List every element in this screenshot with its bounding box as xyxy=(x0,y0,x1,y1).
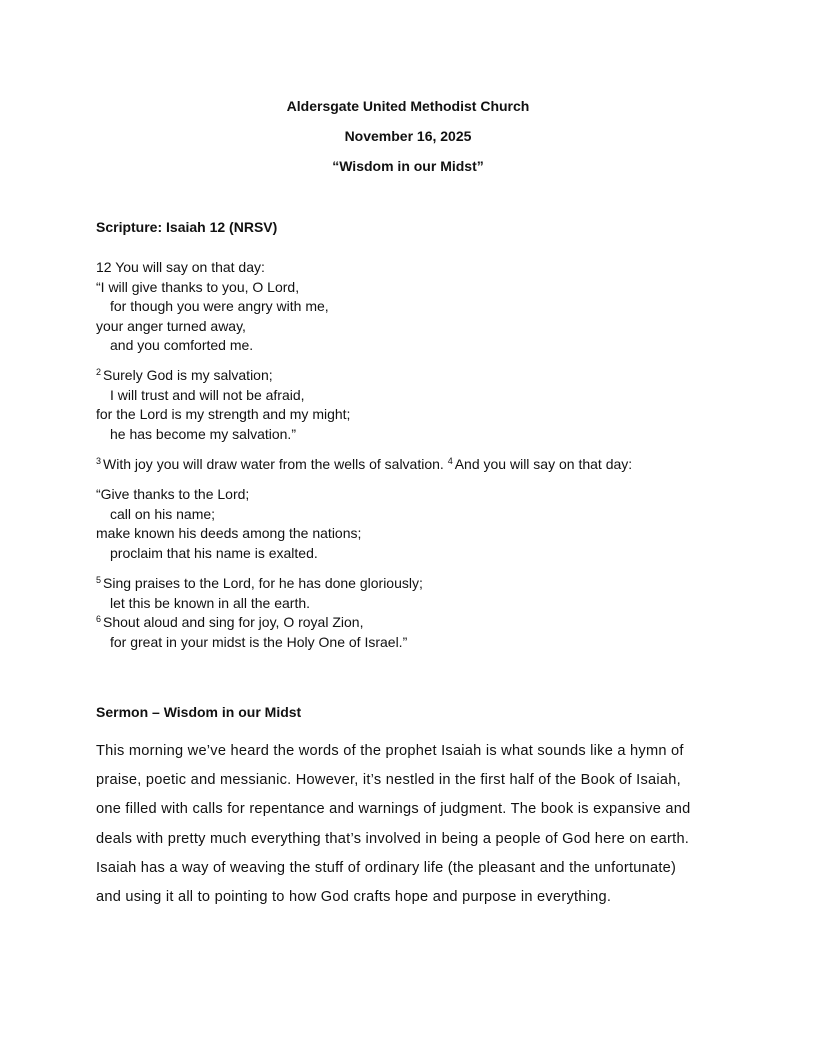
sermon-line: praise, poetic and messianic. However, it’s nestled in the first half of the Book of Isaiah, xyxy=(96,772,681,788)
sermon-line: This morning we’ve heard the words of the prophet Isaiah is what sounds like a hymn of xyxy=(96,743,684,759)
verse-text: And you will say on that day: xyxy=(454,456,633,472)
scripture-line: let this be known in all the earth. xyxy=(110,595,311,611)
scripture-line xyxy=(96,613,363,631)
scripture-line: “Give thanks to the Lord; xyxy=(96,486,250,502)
scripture-line: and you comforted me. xyxy=(110,337,254,353)
scripture-line: your anger turned away, xyxy=(96,318,246,334)
verse-text: Shout aloud and sing for joy, O royal Zion, xyxy=(103,614,364,630)
verse-text: Sing praises to the Lord, for he has done gloriously; xyxy=(103,575,423,591)
verse-number: 4 xyxy=(447,456,453,466)
scripture-line: I will trust and will not be afraid, xyxy=(110,387,305,403)
scripture-line: proclaim that his name is exalted. xyxy=(110,545,318,561)
scripture-line: for though you were angry with me, xyxy=(110,298,329,314)
verse-number: 6 xyxy=(96,614,102,624)
verse-text: Surely God is my salvation; xyxy=(103,367,273,383)
scripture-line: “I will give thanks to you, O Lord, xyxy=(96,279,300,295)
sermon-line: one filled with calls for repentance and warnings of judgment. The book is expansive and xyxy=(96,801,691,817)
scripture-line: make known his deeds among the nations; xyxy=(96,525,362,541)
sermon-line: deals with pretty much everything that’s involved in being a people of God here on earth. xyxy=(96,831,690,847)
sermon-title: “Wisdom in our Midst” xyxy=(332,158,484,174)
service-date: November 16, 2025 xyxy=(344,128,472,144)
verse-number: 5 xyxy=(96,575,102,585)
sermon-line: Isaiah has a way of weaving the stuff of ordinary life (the pleasant and the unfortunate) xyxy=(96,860,677,876)
scripture-line: call on his name; xyxy=(110,506,216,522)
scripture-line xyxy=(96,366,273,384)
sermon-line: and using it all to pointing to how God crafts hope and purpose in everything. xyxy=(96,889,612,905)
verse-number: 2 xyxy=(96,367,102,377)
church-name: Aldersgate United Methodist Church xyxy=(286,98,530,114)
verse-text: With joy you will draw water from the wells of salvation. xyxy=(103,456,444,472)
scripture-line xyxy=(96,455,632,473)
scripture-line: for great in your midst is the Holy One of Israel.” xyxy=(110,634,408,650)
sermon-heading: Sermon – Wisdom in our Midst xyxy=(96,704,302,720)
scripture-line: 12 You will say on that day: xyxy=(96,259,265,275)
verse-number: 3 xyxy=(96,456,102,466)
scripture-line: he has become my salvation.” xyxy=(110,426,296,442)
scripture-line xyxy=(96,574,423,592)
scripture-heading: Scripture: Isaiah 12 (NRSV) xyxy=(96,219,278,235)
scripture-line: for the Lord is my strength and my might; xyxy=(96,406,351,422)
